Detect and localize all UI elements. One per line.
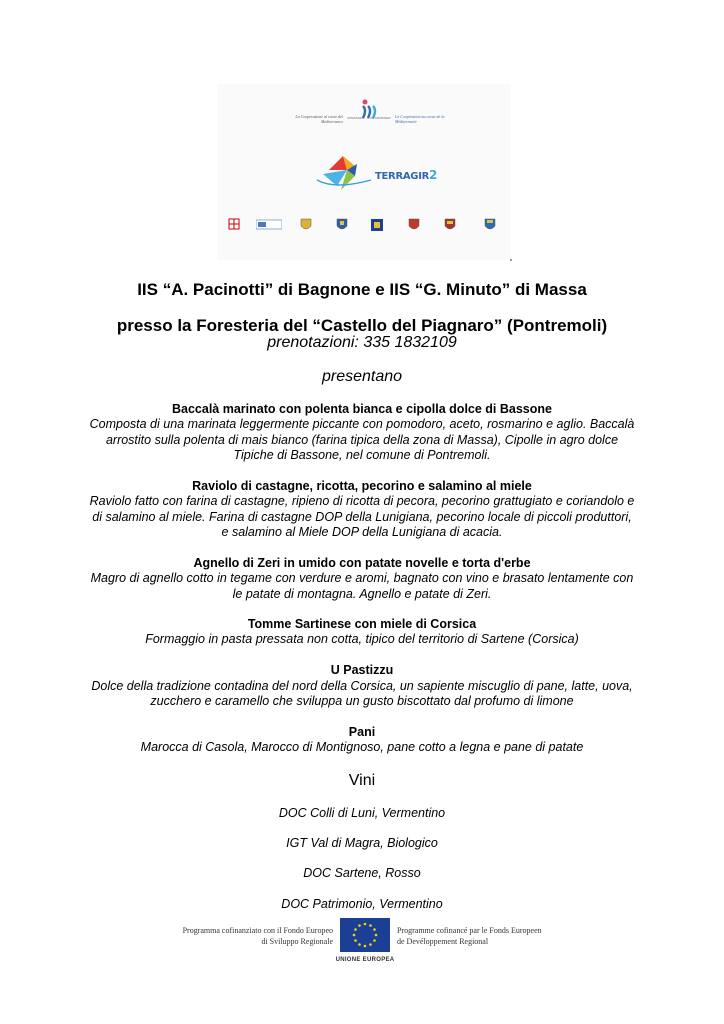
ministry-caption: MINISTERO · ÍT DE MINISTERI xyxy=(347,116,391,120)
dish-name: Pani xyxy=(348,725,376,739)
dish-description-line: Tipiche di Bassone, nel comune di Pontremoli. xyxy=(233,448,491,462)
coop-left-caption: La Cooperazione al cuore del Mediterraneo xyxy=(295,114,343,124)
ministry-logo-icon xyxy=(349,96,389,126)
dish-description-line: e salamino al Miele DOP della Lunigiana di acacia. xyxy=(221,525,503,539)
crest-icon xyxy=(484,218,496,232)
footer-left-line: di Sviluppo Regionale xyxy=(261,937,333,946)
terragir-brand: TERRAGIR xyxy=(375,171,430,182)
crest-icon xyxy=(444,218,456,232)
dish-description-line: zucchero e caramello che sviluppa un gusto biscottato dal profumo di limone xyxy=(150,694,574,708)
coop-right-caption: La Coopération au coeur de la Méditerranée xyxy=(395,114,445,124)
footer-italian-caption xyxy=(140,925,333,947)
wine-item: DOC Patrimonio, Vermentino xyxy=(281,897,443,911)
partner-crests xyxy=(222,218,506,248)
dish-name: U Pastizzu xyxy=(330,663,394,677)
dish-description-line: Raviolo fatto con farina di castagne, ripieno di ricotta di pecora, pecorino grattugiato e coriandolo e xyxy=(89,494,635,508)
footer-right-line: Programme cofinancé par le Fonds Europeen xyxy=(397,926,542,935)
wine-item: IGT Val di Magra, Biologico xyxy=(286,836,438,850)
booking-phone: prenotazioni: 335 1832109 xyxy=(267,334,457,351)
eu-label: UNIONE EUROPEA xyxy=(335,957,395,963)
dish-description-line: Magro di agnello cotto in tegame con verdure e aromi, bagnato con vino e brasato lentamente con xyxy=(90,571,634,585)
dish-description-line: Formaggio in pasta pressata non cotta, tipico del territorio di Sartene (Corsica) xyxy=(145,632,579,646)
crest-icon xyxy=(408,218,420,232)
eu-flag-icon xyxy=(340,918,390,952)
crest-icon xyxy=(370,218,384,232)
crest-icon xyxy=(300,218,312,232)
dish-name: Tomme Sartinese con miele di Corsica xyxy=(247,617,477,631)
venue-title: presso la Foresteria del “Castello del Piagnaro” (Pontremoli) xyxy=(116,316,608,335)
footer-french-caption xyxy=(397,925,597,947)
schools-title: IIS “A. Pacinotti” di Bagnone e IIS “G. Minuto” di Massa xyxy=(137,280,587,299)
wine-item: DOC Colli di Luni, Vermentino xyxy=(278,806,446,820)
dish-description-line: le patate di montagna. Agnello e patate di Zeri. xyxy=(232,587,492,601)
footer-left-line: Programma cofinanziato con il Fondo Europeo xyxy=(182,926,333,935)
presents-label: presentano xyxy=(321,368,403,385)
dish-name: Baccalà marinato con polenta bianca e cipolla dolce di Bassone xyxy=(172,402,552,416)
header-logos xyxy=(217,84,511,260)
dish-description-line: arrostito sulla polenta di mais bianco (farina tipica della zona di Massa), Cipolle in agro dolce xyxy=(105,433,619,447)
dish-description-line: Composta di una marinata leggermente piccante con pomodoro, aceto, rosmarino e aglio. Baccalà xyxy=(89,417,635,431)
dish-description-line: Marocca di Casola, Marocco di Montignoso, pane cotto a legna e pane di patate xyxy=(140,740,584,754)
dot-mark xyxy=(510,259,512,261)
footer-right-line: de Devéloppement Regional xyxy=(397,937,489,946)
dish-description-line: Dolce della tradizione contadina del nord della Corsica, un sapiente miscuglio di pane, latte, uova, xyxy=(91,679,633,693)
terragir-number: 2 xyxy=(429,168,438,182)
dish-description-line: di salamino al miele. Farina di castagne DOP della Lunigiana, pecorino locale di piccoli produttori, xyxy=(92,510,632,524)
wines-title: Vini xyxy=(348,772,376,789)
dish-name: Raviolo di castagne, ricotta, pecorino e salamino al miele xyxy=(192,479,532,493)
dish-name: Agnello di Zeri in umido con patate novelle e torta d'erbe xyxy=(193,556,531,570)
wine-item: DOC Sartene, Rosso xyxy=(303,866,421,880)
terragir-wordmark xyxy=(375,168,437,182)
corse-logo-icon xyxy=(256,218,282,232)
crest-icon xyxy=(336,218,348,232)
crest-icon xyxy=(228,218,240,232)
